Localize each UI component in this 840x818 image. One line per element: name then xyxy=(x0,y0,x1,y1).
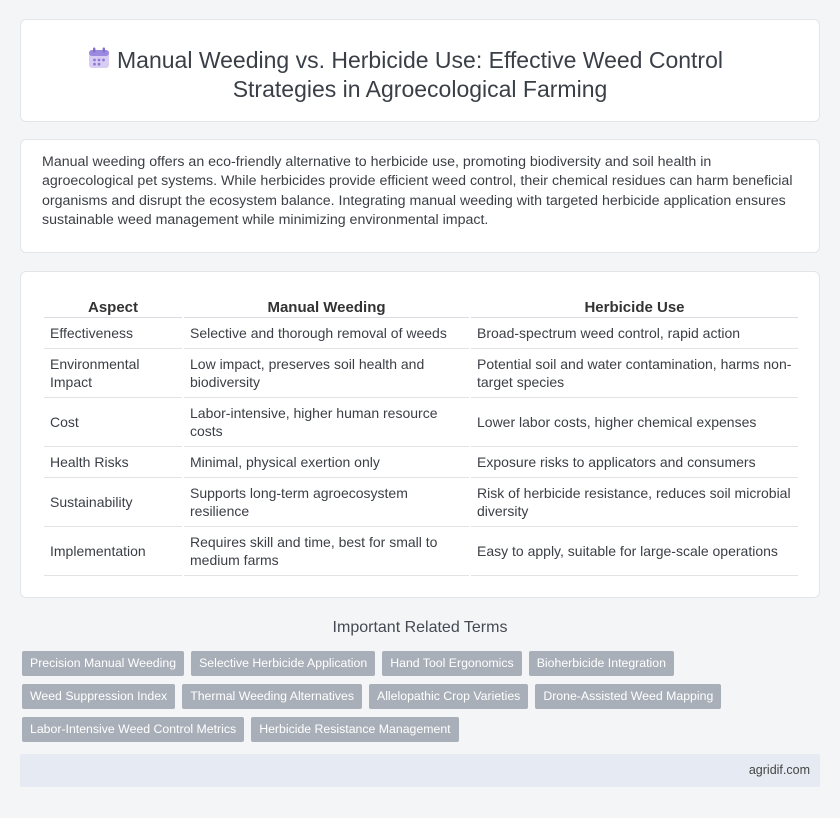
page-title-line-1: Manual Weeding vs. Herbicide Use: Effective Weed Control xyxy=(117,47,723,73)
table-row xyxy=(44,318,798,349)
related-terms-title: Important Related Terms xyxy=(332,619,508,636)
related-term-tag[interactable]: Labor-Intensive Weed Control Metrics xyxy=(22,717,244,742)
related-term-tag[interactable]: Bioherbicide Integration xyxy=(529,651,674,676)
comparison-card xyxy=(20,271,820,598)
intro-paragraph: Manual weeding offers an eco-friendly alternative to herbicide use, promoting biodiversity and soil health in agroecological pet systems. While herbicides provide efficient weed control, their chemical residues can harm beneficial organisms and disrupt the ecosystem balance. Integrating manual weeding with targeted herbicide application ensures sustainable weed management while minimizing environmental impact. xyxy=(42,154,793,228)
related-terms-list xyxy=(22,651,822,742)
table-cell: Minimal, physical exertion only xyxy=(184,447,469,478)
table-row xyxy=(44,349,798,398)
table-cell: Potential soil and water contamination, harms non-target species xyxy=(471,349,798,398)
table-cell: Labor-intensive, higher human resource costs xyxy=(184,398,469,447)
table-cell: Cost xyxy=(44,398,182,447)
table-cell: Selective and thorough removal of weeds xyxy=(184,318,469,349)
related-term-tag[interactable]: Precision Manual Weeding xyxy=(22,651,184,676)
related-term-tag[interactable]: Drone-Assisted Weed Mapping xyxy=(535,684,721,709)
table-cell: Supports long-term agroecosystem resilience xyxy=(184,478,469,527)
table-cell: Sustainability xyxy=(44,478,182,527)
table-row xyxy=(44,478,798,527)
table-row xyxy=(44,527,798,576)
related-term-tag[interactable]: Herbicide Resistance Management xyxy=(251,717,458,742)
table-cell: Implementation xyxy=(44,527,182,576)
related-term-tag[interactable]: Thermal Weeding Alternatives xyxy=(182,684,362,709)
table-cell: Environmental Impact xyxy=(44,349,182,398)
header-manual-weeding: Manual Weeding xyxy=(184,296,469,318)
table-cell: Risk of herbicide resistance, reduces soil microbial diversity xyxy=(471,478,798,527)
table-cell: Easy to apply, suitable for large-scale operations xyxy=(471,527,798,576)
table-row xyxy=(44,447,798,478)
related-term-tag[interactable]: Hand Tool Ergonomics xyxy=(382,651,522,676)
footer-site-link[interactable]: agridif.com xyxy=(748,763,810,777)
intro-card xyxy=(20,139,820,253)
table-cell: Broad-spectrum weed control, rapid action xyxy=(471,318,798,349)
table-header-row xyxy=(44,296,798,318)
header-aspect: Aspect xyxy=(44,296,182,318)
table-cell: Lower labor costs, higher chemical expenses xyxy=(471,398,798,447)
table-cell: Requires skill and time, best for small to medium farms xyxy=(184,527,469,576)
related-term-tag[interactable]: Selective Herbicide Application xyxy=(191,651,375,676)
page-title-line-2: Strategies in Agroecological Farming xyxy=(232,76,608,102)
header-card xyxy=(20,19,820,122)
header-herbicide-use: Herbicide Use xyxy=(471,296,798,318)
table-row xyxy=(44,398,798,447)
table-cell: Exposure risks to applicators and consumers xyxy=(471,447,798,478)
related-term-tag[interactable]: Weed Suppression Index xyxy=(22,684,175,709)
related-term-tag[interactable]: Allelopathic Crop Varieties xyxy=(369,684,528,709)
comparison-table xyxy=(42,296,800,576)
table-cell: Health Risks xyxy=(44,447,182,478)
table-cell: Effectiveness xyxy=(44,318,182,349)
table-cell: Low impact, preserves soil health and biodiversity xyxy=(184,349,469,398)
footer xyxy=(20,754,820,787)
page-title xyxy=(21,46,819,104)
